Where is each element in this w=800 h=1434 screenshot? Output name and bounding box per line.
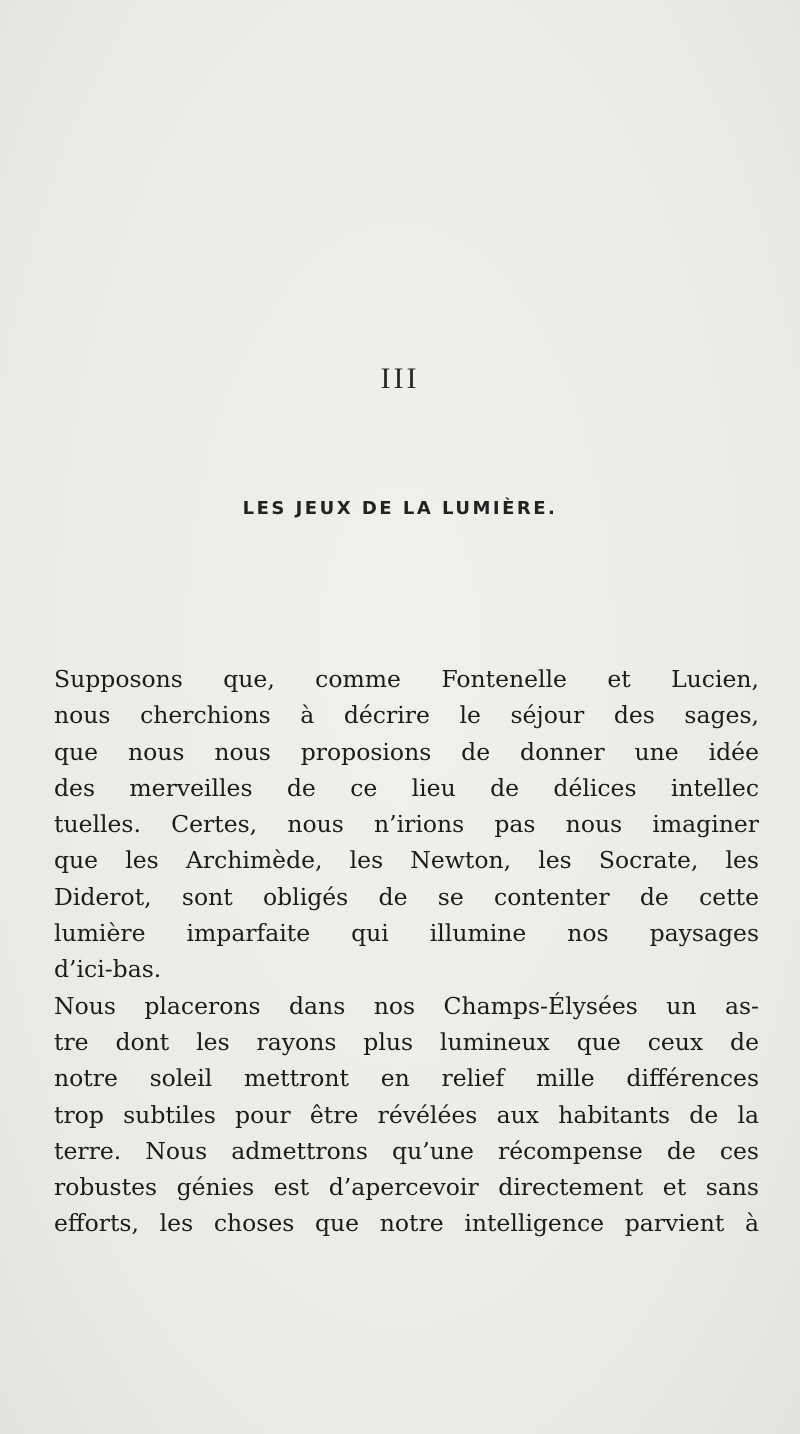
text-line: notre soleil mettront en relief mille différences [54, 1064, 759, 1093]
text-line: d’ici-bas. [54, 955, 162, 984]
paragraph-1 [54, 661, 759, 988]
text-line: Supposons que, comme Fontenelle et Lucien, [54, 665, 759, 693]
text-line: des merveilles de ce lieu de délices intellec [54, 773, 759, 802]
text-line: que nous nous proposions de donner une idée [54, 737, 759, 766]
text-line: lumière imparfaite qui illumine nos paysages [54, 919, 759, 948]
body-text [54, 661, 759, 1242]
text-line: tre dont les rayons plus lumineux que ceux de [54, 1027, 759, 1056]
text-line: efforts, les choses que notre intelligence parvient à [54, 1209, 759, 1238]
text-line: tuelles. Certes, nous n’irions pas nous imaginer [54, 810, 759, 839]
text-line: nous cherchions à décrire le séjour des sages, [54, 701, 759, 730]
text-line: que les Archimède, les Newton, les Socrate, les [54, 846, 759, 875]
text-line: terre. Nous admettrons qu’une récompense de ces [54, 1136, 759, 1165]
text-line: Diderot, sont obligés de se contenter de cette [54, 882, 759, 911]
chapter-title: LES JEUX DE LA LUMIÈRE. [242, 498, 558, 519]
paragraph-2 [54, 988, 759, 1242]
text-line: Nous placerons dans nos Champs-Élysées un as- [54, 991, 759, 1020]
text-line: trop subtiles pour être révélées aux habitants de la [54, 1100, 759, 1129]
text-line: robustes génies est d’apercevoir directement et sans [54, 1173, 759, 1202]
chapter-number: III [380, 362, 420, 395]
